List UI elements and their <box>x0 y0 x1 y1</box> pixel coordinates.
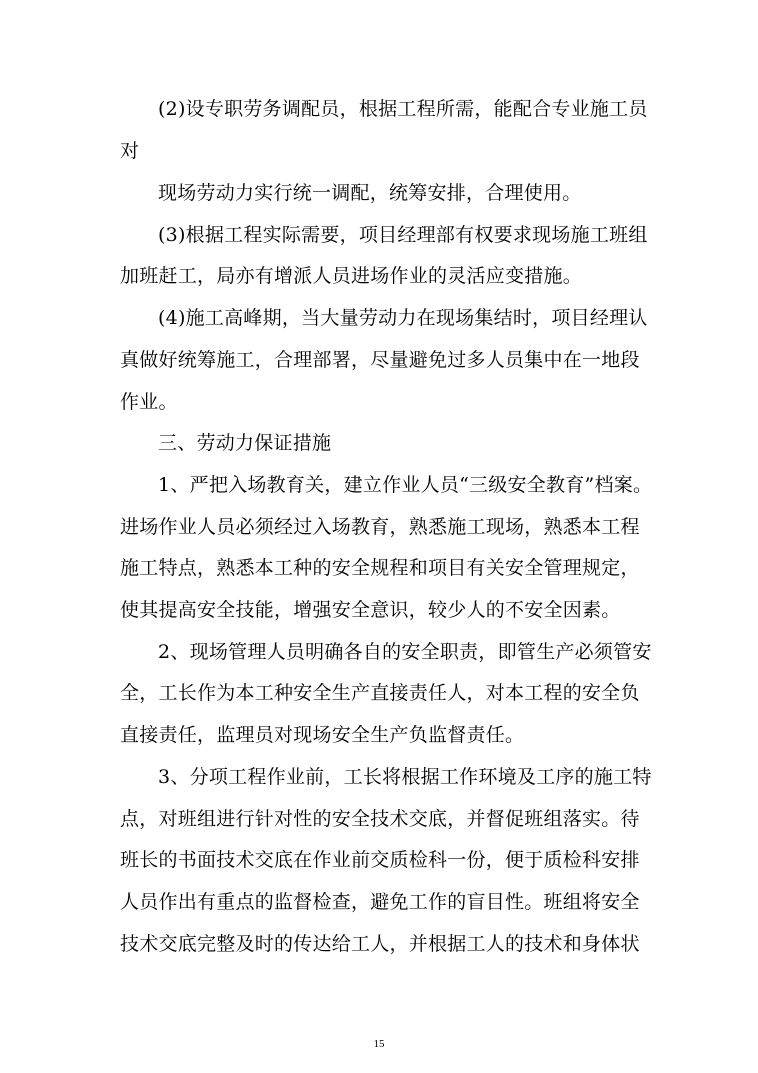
text-line: 人员作出有重点的监督检查，避免工作的盲目性。班组将安全 <box>120 891 640 913</box>
text-line: 全，工长作为本工种安全生产直接责任人，对本工程的安全负 <box>120 682 640 704</box>
text-line: 使其提高安全技能，增强安全意识，较少人的不安全因素。 <box>120 599 621 621</box>
section-heading: 三、劳动力保证措施 <box>158 432 332 454</box>
text-line: 点，对班组进行针对性的安全技术交底，并督促班组落实。待 <box>120 808 640 830</box>
text-line: 班长的书面技术交底在作业前交质检科一份，便于质检科安排 <box>120 849 640 871</box>
text-line: 加班赶工，局亦有增派人员进场作业的灵活应变措施。 <box>120 265 583 287</box>
text-line: 技术交底完整及时的传达给工人，并根据工人的技术和身体状 <box>120 933 640 955</box>
text-line: 直接责任，监理员对现场安全生产负监督责任。 <box>120 724 525 746</box>
text-line: (2)设专职劳务调配员，根据工程所需，能配合专业施工员 <box>158 98 648 120</box>
text-line: 进场作业人员必须经过入场教育，熟悉施工现场，熟悉本工程 <box>120 516 640 538</box>
text-line: 现场劳动力实行统一调配，统筹安排，合理使用。 <box>158 182 582 204</box>
text-line: 对 <box>120 140 140 162</box>
text-line: 真做好统筹施工，合理部署，尽量避免过多人员集中在一地段 <box>120 349 640 371</box>
text-line: (4)施工高峰期，当大量劳动力在现场集结时，项目经理认 <box>158 307 648 329</box>
text-line: 1、严把入场教育关，建立作业人员“三级安全教育”档案。 <box>158 474 653 496</box>
text-line: (3)根据工程实际需要，项目经理部有权要求现场施工班组 <box>158 224 648 246</box>
text-line: 2、现场管理人员明确各自的安全职责，即管生产必须管安 <box>158 641 652 663</box>
text-line: 作业。 <box>120 391 178 413</box>
text-line: 施工特点，熟悉本工种的安全规程和项目有关安全管理规定， <box>120 557 640 579</box>
text-line: 3、分项工程作业前，工长将根据工作环境及工序的施工特 <box>158 766 652 788</box>
page-number: 15 <box>373 1038 385 1050</box>
